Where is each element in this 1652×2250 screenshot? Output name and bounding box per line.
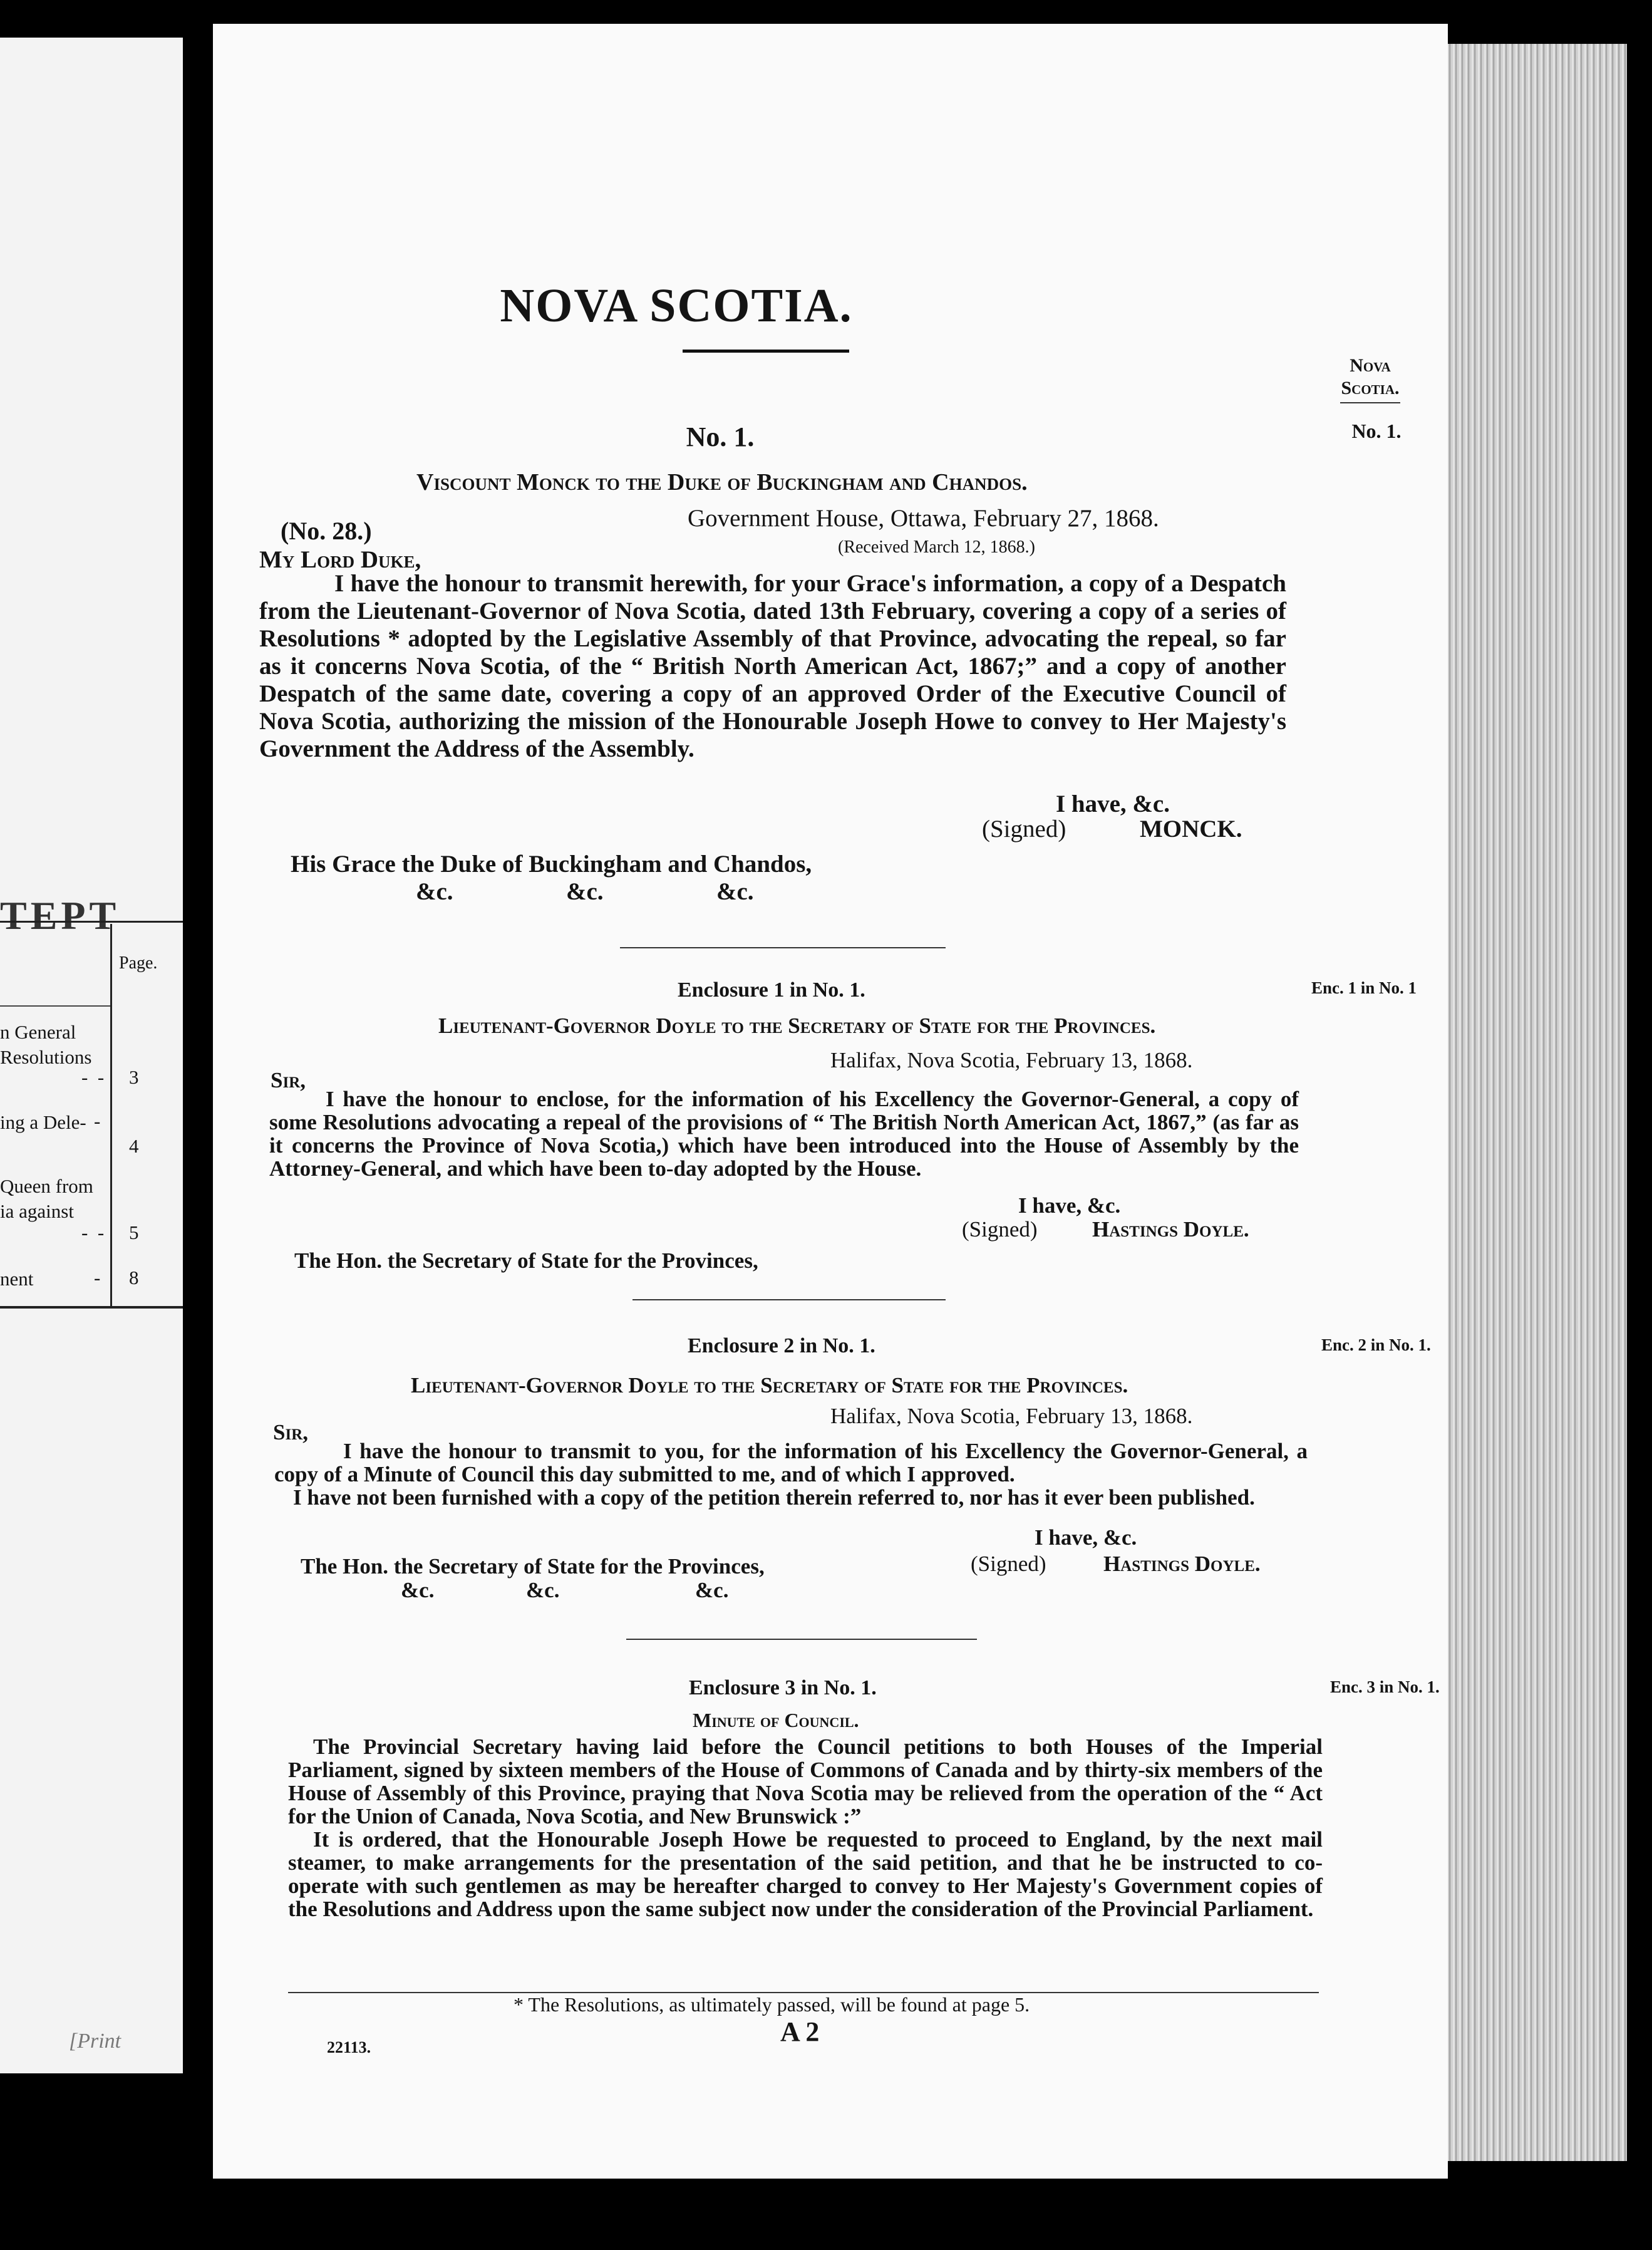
enclosure-margin-note: Enc. 3 in No. 1. xyxy=(1330,1677,1440,1696)
toc-page-number: 3 xyxy=(129,1066,139,1088)
margin-rule xyxy=(1340,402,1400,403)
salutation: My Lord Duke, xyxy=(259,546,421,573)
left-page-print-note: [Print xyxy=(69,2030,121,2053)
enclosure-place-date: Halifax, Nova Scotia, February 13, 1868. xyxy=(830,1048,1193,1072)
enclosure-heading: Lieutenant-Governor Doyle to the Secretary of State for the Provinces. xyxy=(411,1373,1128,1397)
enclosure-title: Enclosure 1 in No. 1. xyxy=(678,978,865,1002)
etc: &c. xyxy=(566,878,604,905)
signature: Hastings Doyle. xyxy=(1103,1552,1261,1576)
toc-item: n General Resolutions xyxy=(0,1021,92,1068)
toc-top-rule xyxy=(0,921,183,923)
despatch-body: I have the honour to transmit herewith, for your Grace's information, a copy of a Despatch from the Lieutenant-Governor of Nova Scotia, dated 13th February, covering a copy of a series of Resolutions * adopted by the Legislative Assembly of that Province, advocating the repeal, so far as it concerns Nova Scotia, of the “ British North American Act, 1867;” and a copy of another Despatch of the same date, covering a copy of an approved Order of the Executive Council of Nova Scotia, authorizing the mission of the Honourable Joseph Howe to convey to Her Majesty's Government the Address of the Assembly. xyxy=(259,570,1286,762)
toc-page-number: 5 xyxy=(129,1221,139,1243)
toc-header-rule xyxy=(0,1005,110,1007)
etc: &c. xyxy=(401,1578,435,1602)
section-rule xyxy=(620,947,946,948)
addressee: His Grace the Duke of Buckingham and Chandos, xyxy=(291,851,812,878)
enclosure-title: Enclosure 3 in No. 1. xyxy=(689,1676,877,1699)
toc-page-column-label: Page. xyxy=(119,953,158,973)
toc-column-rule xyxy=(110,924,112,1306)
toc-leader: - xyxy=(94,1267,101,1288)
print-number: 22113. xyxy=(327,2038,371,2056)
page-title: NOVA SCOTIA. xyxy=(500,279,853,332)
signature: MONCK. xyxy=(1140,816,1242,842)
enclosure-body: I have the honour to transmit to you, for the information of his Excellency the Governor-General, a copy of a Minute of Council this day submitted to me, and of which I approved. xyxy=(274,1439,1308,1486)
enclosure-body: I have not been furnished with a copy of the petition therein referred to, nor has it ever been published. xyxy=(293,1485,1255,1510)
toc-item: Queen from ia against xyxy=(0,1175,93,1222)
received-date: (Received March 12, 1868.) xyxy=(838,537,1035,557)
margin-title: Nova Scotia. xyxy=(1341,355,1400,398)
etc: &c. xyxy=(416,878,453,905)
enclosure-closing: I have, &c. xyxy=(1035,1525,1137,1550)
toc-leader: - - xyxy=(81,1066,105,1088)
enclosure-heading: Lieutenant-Governor Doyle to the Secretary of State for the Provinces. xyxy=(438,1014,1156,1038)
toc-bottom-rule xyxy=(0,1306,183,1309)
toc-page-number: 8 xyxy=(129,1267,139,1288)
toc-leader: - - xyxy=(81,1221,105,1243)
signed-label: (Signed) xyxy=(982,816,1066,842)
title-rule xyxy=(683,350,849,353)
enclosure-title: Enclosure 2 in No. 1. xyxy=(688,1334,875,1357)
left-facing-page xyxy=(0,38,183,2073)
toc-leader: - xyxy=(94,1110,101,1132)
enclosure-closing: I have, &c. xyxy=(1018,1193,1121,1218)
book-page-edges xyxy=(1439,44,1627,2161)
enclosure-heading: Minute of Council. xyxy=(693,1709,859,1731)
signature: Hastings Doyle. xyxy=(1092,1217,1249,1242)
minute-body: It is ordered, that the Honourable Joseph Howe be requested to proceed to England, by the next mail steamer, to make arrangements for the presentation of the said petition, and that he be instructed to co-operate with such gentlemen as may be hereafter charged to convey to Her Majesty's Government copies of the Resolutions and Address upon the same subject now under the consideration of the Provincial Parliament. xyxy=(288,1827,1323,1921)
section-rule xyxy=(632,1299,946,1300)
addressee: The Hon. the Secretary of State for the Provinces, xyxy=(301,1554,765,1579)
despatch-number: No. 1. xyxy=(686,422,755,452)
margin-number: No. 1. xyxy=(1351,420,1402,442)
left-page-heading-fragment: TEPT xyxy=(0,893,120,938)
enclosure-body: I have the honour to enclose, for the information of his Excellency the Governor-General, a copy of some Resolutions advocating a repeal of the provisions of “ The British North American Act, 1867,” (as far as it concerns the Province of Nova Scotia,) which have been introduced into the House of Assembly by the Attorney-General, and which have been to-day adopted by the House. xyxy=(269,1087,1299,1181)
despatch-place-date: Government House, Ottawa, February 27, 1868. xyxy=(688,505,1159,532)
salutation: Sir, xyxy=(271,1068,306,1092)
signed-label: (Signed) xyxy=(971,1552,1046,1576)
despatch-ref: (No. 28.) xyxy=(281,517,372,545)
enclosure-margin-note: Enc. 1 in No. 1 xyxy=(1311,978,1417,997)
minute-body: The Provincial Secretary having laid before the Council petitions to both Houses of the Imperial Parliament, signed by sixteen members of the House of Commons of Canada and by thirty-six members of the House of Assembly of this Province, praying that Nova Scotia may be relieved from the operation of the “ Act for the Union of Canada, Nova Scotia, and New Brunswick :” xyxy=(288,1734,1323,1828)
signature-mark: A 2 xyxy=(780,2016,820,2047)
enclosure-margin-note: Enc. 2 in No. 1. xyxy=(1321,1335,1431,1354)
footnote: * The Resolutions, as ultimately passed, will be found at page 5. xyxy=(514,1993,1030,2016)
etc: &c. xyxy=(716,878,754,905)
toc-item: nent xyxy=(0,1268,34,1290)
signed-label: (Signed) xyxy=(962,1217,1038,1242)
addressee: The Hon. the Secretary of State for the Provinces, xyxy=(294,1248,758,1273)
despatch-closing: I have, &c. xyxy=(1056,791,1170,817)
despatch-heading: Viscount Monck to the Duke of Buckingham and Chandos. xyxy=(416,469,1028,495)
enclosure-place-date: Halifax, Nova Scotia, February 13, 1868. xyxy=(830,1404,1193,1428)
salutation: Sir, xyxy=(273,1420,308,1444)
etc: &c. xyxy=(695,1578,729,1602)
etc: &c. xyxy=(526,1578,560,1602)
toc-item: ing a Dele- xyxy=(0,1111,86,1133)
section-rule xyxy=(626,1639,977,1640)
toc-page-number: 4 xyxy=(129,1135,139,1157)
